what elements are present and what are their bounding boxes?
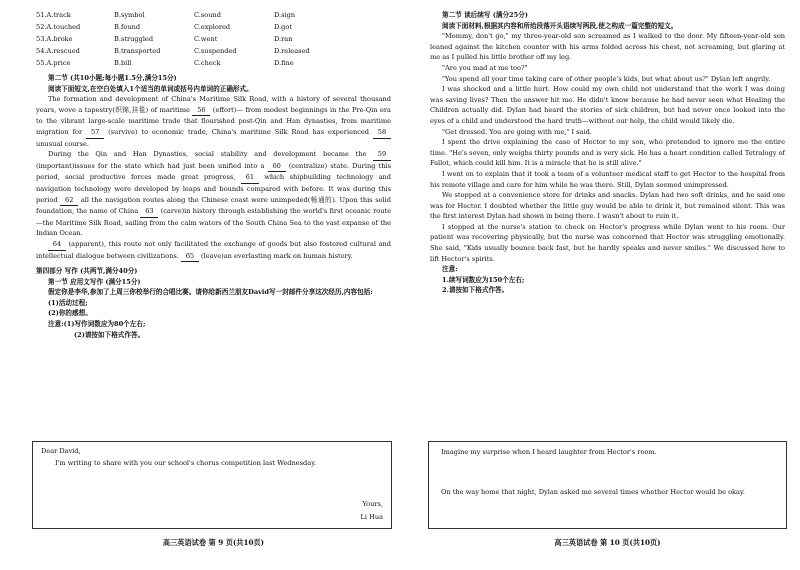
letter-answer-box[interactable]: [32, 441, 392, 529]
choice-row: [36, 33, 391, 45]
story-paragraph: We stopped at a convenience store for drinks and snacks. Dylan had two soft drinks, and he said one was for Hector. I doubted whether the little guy would be able to drink it, but remained silent. This was the first interest Dylan had shown in being there. I wasn't about to ruin it.: [430, 191, 785, 221]
blank-65: 65: [181, 251, 199, 263]
option-c: C.went: [194, 34, 218, 43]
story-paragraph: I went on to explain that it took a team of a volunteer medical staff to get Hector to the hospital from his remote village and care for him while he was there. Still, Dylan seemed unimpressed.: [430, 169, 785, 189]
option-c: C.check: [194, 58, 221, 67]
option-b: B.found: [114, 22, 141, 31]
writing-section1-prompt: 假定你是李华,参加了上周三你校举行的合唱比赛。请你给新西兰朋友David写一封邮件分享这次经历,内容包括:: [48, 288, 373, 297]
writing-section1-title: 第一节 应用文写作 (满分15分): [48, 277, 141, 286]
option-a: 51.A.track: [36, 10, 71, 19]
story-paragraph: I stopped at the nurse's station to check on Hector's progress while Dylan went to his room. Our patient was recovering physically, but the nurse was concerned that Hector was struggling emotionally. She said, "Kids usually bounce back fast, but he hardly speaks and never smiles." We discussed how to lift Hector's spirits.: [430, 222, 785, 263]
note-2: (2)请按如下格式作答。: [74, 330, 145, 339]
box-opening-line-1: Imagine my surprise when I heard laughter from Hector's room.: [441, 448, 657, 456]
blank-57: 57: [86, 127, 104, 139]
passage-paragraph-3: 64 (apparent), this route not only facilitated the exchange of goods but also fostered cultural and intellectual dialogue between civilizations. 65 (leave)an everlasting mark on human history.: [36, 239, 391, 262]
letter-closing: Yours,: [362, 500, 383, 508]
letter-signature: Li Hua: [360, 513, 383, 521]
option-a: 55.A.price: [36, 58, 71, 67]
option-a: 52.A.touched: [36, 22, 81, 31]
story-paragraph: I was shocked and a little hurt. How could my own child not understand that the work I was doing was saving lives? Then the answer hit me. He didn't know because he had never seen what Healing the Children actually did. Dylan had heard the stories of sick children, but had never once looked into the eyes of a child and understood the hard truth—without our help, the child would likely die.: [430, 85, 785, 125]
option-c: C.suspended: [194, 46, 237, 55]
blank-61: 61: [241, 172, 259, 184]
option-b: B.struggled: [114, 34, 154, 43]
choice-row: [36, 45, 391, 57]
continuation-answer-box[interactable]: [428, 441, 787, 529]
option-b: B.transported: [114, 46, 161, 55]
blank-63: 63: [140, 206, 158, 218]
prompt-item-2: (2)你的感想。: [48, 309, 92, 318]
blank-56: 56: [192, 105, 210, 117]
blank-64: 64: [48, 239, 66, 251]
section2-title: 第二节 (共10小题;每小题1.5分,满分15分): [48, 74, 177, 82]
continuation-section-title: 第二节 读后续写 (满分25分): [442, 11, 528, 19]
blank-60: 60: [268, 161, 286, 173]
right-page: [430, 0, 785, 570]
story-paragraph: "Are you mad at me too?": [442, 63, 528, 72]
box-opening-line-2: On the way home that night, Dylan asked me several times whether Hector would be okay.: [441, 488, 745, 496]
note-2: 2.请按如下格式作答。: [442, 286, 509, 295]
choice-row: [36, 57, 391, 69]
blank-58: 58: [373, 127, 391, 139]
option-b: B.symbol: [114, 10, 145, 19]
letter-greeting: Dear David,: [41, 447, 81, 455]
choice-table: [36, 9, 391, 69]
option-d: D.ran: [274, 34, 293, 43]
choice-row: [36, 21, 391, 33]
option-d: D.fine: [274, 58, 294, 67]
note-1: 注意:(1)写作词数应为80个左右;: [48, 320, 146, 329]
continuation-instruction: 阅读下面材料,根据其内容和所给段落开头语续写两段,使之构成一篇完整的短文。: [442, 21, 678, 30]
story-paragraph: "Mommy, don't go," my three-year-old son screamed as I walked to the door. My fifteen-year-old son leaned against the kitchen counter with his arms folded across his chest, not screaming, but glaring at me as I pulled his little brother off my leg.: [430, 32, 785, 62]
story-paragraph: I spent the drive explaining the case of Hector to my son, who pretended to ignore me the entire time. "He's seven, only weighs thirty pounds and is very sick. He has a heart condition called Tetralogy of Fallot, which could kill him. It is a miracle that he is still alive.": [430, 138, 785, 168]
note-title: 注意:: [442, 265, 458, 274]
option-a: 54.A.rescued: [36, 46, 80, 55]
prompt-item-1: (1)活动过程;: [48, 298, 88, 307]
option-b: B.bill: [114, 58, 132, 67]
blank-62: 62: [60, 195, 78, 207]
page-footer-9: 高三英语试卷 第 9 页(共10页): [162, 538, 265, 547]
option-d: D.got: [274, 22, 292, 31]
page-footer-10: 高三英语试卷 第 10 页(共10页): [554, 538, 661, 547]
option-d: D.released: [274, 46, 310, 55]
left-page: [36, 0, 391, 570]
option-a: 53.A.broke: [36, 34, 73, 43]
passage-paragraph-1: The formation and development of China's Maritime Silk Road, with a history of several thousand years, wove a tapestry(织锦,挂毯) of maritime 56 (effort)— from modest beginnings in the Pre-Qin era to the vibrant large-scale maritime trade that flourished post-Qin and Han dynasties, from maritime migration for 57 (survive) to economic trade, China's maritime Silk Road has experienced 58 unusual course.: [36, 95, 391, 148]
note-1: 1.续写词数应为150个左右;: [442, 275, 525, 284]
letter-opening: I'm writing to share with you our school's chorus competition last Wednesday.: [55, 459, 317, 467]
blank-59: 59: [373, 149, 391, 161]
section2-instruction: 阅读下面短文,在空白处填入1个适当的单词或括号内单词的正确形式。: [48, 84, 253, 93]
story-paragraph: "Get dressed. You are going with me," I said.: [442, 127, 592, 136]
passage-paragraph-2: During the Qin and Han Dynasties, social stability and development became the 59 (important)issues for the state which had just been unified into a 60 (centralize) state. During this period, social productive forces made great progress, 61 which shipbuilding technology and navigation technology were developed by leaps and bounds compared with before. It was during this period 62 all the navigation routes along the Chinese coast were unimpeded(畅通的). Upon this solid foundation, the name of China 63 (carve)in history through establishing the world's first oceanic route—the Maritime Silk Road, sailing from the calm waters of the South China Sea to the vast expanse of the Indian Ocean.: [36, 150, 391, 238]
option-d: D.sign: [274, 10, 296, 19]
story-paragraph: "You spend all your time taking care of other people's kids, but what about us?" Dylan left angrily.: [442, 74, 771, 83]
option-c: C.explored: [194, 22, 231, 31]
part4-title: 第四部分 写作 (共两节,满分40分): [36, 267, 138, 276]
option-c: C.sound: [194, 10, 221, 19]
choice-row: [36, 9, 391, 21]
